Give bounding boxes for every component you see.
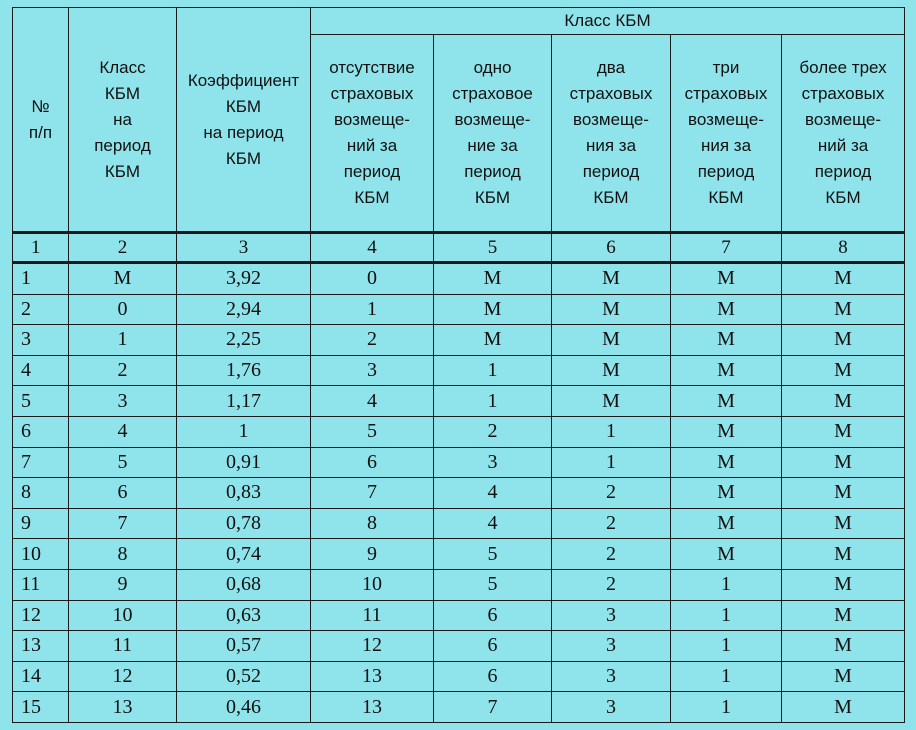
class-kbm-cell: 3 <box>69 386 177 417</box>
three-claims-cell: М <box>671 294 782 325</box>
three-claims-cell: 1 <box>671 600 782 631</box>
three-claims-cell: М <box>671 416 782 447</box>
table-row <box>13 661 905 692</box>
more-claims-cell: М <box>782 416 905 447</box>
header-text-line: ние за <box>467 136 518 155</box>
more-claims-cell: М <box>782 294 905 325</box>
header-text-line: Коэффициент <box>187 70 300 90</box>
column-number: 5 <box>434 233 552 263</box>
one-claim-cell: М <box>434 263 552 295</box>
no-claims-cell: 7 <box>311 478 434 509</box>
table-row <box>13 631 905 662</box>
class-kbm-cell: 0 <box>69 294 177 325</box>
more-claims-cell: М <box>782 508 905 539</box>
three-claims-cell: М <box>671 325 782 356</box>
coefficient-cell: 0,74 <box>177 539 311 570</box>
coefficient-cell: 0,78 <box>177 508 311 539</box>
header-text-line: ния за <box>700 136 752 155</box>
coefficient-cell: 3,92 <box>177 263 311 295</box>
one-claim-cell: М <box>434 325 552 356</box>
kbm-table-container <box>12 7 905 723</box>
class-kbm-cell: М <box>69 263 177 295</box>
table-row <box>13 600 905 631</box>
coefficient-cell: 1,17 <box>177 386 311 417</box>
row-number-cell: 8 <box>13 478 69 509</box>
one-claim-cell: 3 <box>434 447 552 478</box>
table-row <box>13 508 905 539</box>
two-claims-cell: 2 <box>552 569 671 600</box>
two-claims-cell: 3 <box>552 631 671 662</box>
no-claims-cell: 8 <box>311 508 434 539</box>
header-one-claim <box>434 35 552 233</box>
class-kbm-cell: 9 <box>69 569 177 600</box>
header-text-line: период <box>814 162 872 181</box>
header-more-than-three-claims <box>782 35 905 233</box>
header-text-line: КБМ <box>593 188 629 207</box>
three-claims-cell: М <box>671 447 782 478</box>
one-claim-cell: 4 <box>434 508 552 539</box>
header-text-line: КБМ <box>104 83 141 103</box>
table-row <box>13 447 905 478</box>
coefficient-cell: 0,52 <box>177 661 311 692</box>
kbm-table <box>12 7 905 723</box>
three-claims-cell: 1 <box>671 661 782 692</box>
more-claims-cell: М <box>782 600 905 631</box>
row-number-cell: 13 <box>13 631 69 662</box>
three-claims-cell: 1 <box>671 569 782 600</box>
class-kbm-cell: 6 <box>69 478 177 509</box>
header-text-line: период <box>697 162 755 181</box>
coefficient-cell: 0,83 <box>177 478 311 509</box>
one-claim-cell: 6 <box>434 631 552 662</box>
table-row <box>13 294 905 325</box>
one-claim-cell: 1 <box>434 355 552 386</box>
coefficient-cell: 0,57 <box>177 631 311 662</box>
table-row <box>13 569 905 600</box>
no-claims-cell: 13 <box>311 661 434 692</box>
one-claim-cell: М <box>434 294 552 325</box>
more-claims-cell: М <box>782 539 905 570</box>
table-row <box>13 478 905 509</box>
header-text-line: страховых <box>801 84 885 103</box>
header-text-line: возмеще- <box>688 110 764 129</box>
two-claims-cell: М <box>552 355 671 386</box>
row-number-cell: 7 <box>13 447 69 478</box>
class-kbm-cell: 12 <box>69 661 177 692</box>
one-claim-cell: 6 <box>434 661 552 692</box>
table-row <box>13 355 905 386</box>
no-claims-cell: 12 <box>311 631 434 662</box>
row-number-cell: 4 <box>13 355 69 386</box>
header-text-line: КБМ <box>825 188 861 207</box>
header-text-line: ний за <box>817 136 869 155</box>
header-text-line: ний за <box>346 136 398 155</box>
class-kbm-cell: 5 <box>69 447 177 478</box>
more-claims-cell: М <box>782 447 905 478</box>
header-text-line: три <box>712 58 740 77</box>
table-row <box>13 416 905 447</box>
coefficient-cell: 0,46 <box>177 692 311 723</box>
header-row-number <box>13 8 69 233</box>
no-claims-cell: 4 <box>311 386 434 417</box>
header-text-line: два <box>596 58 626 77</box>
row-number-cell: 10 <box>13 539 69 570</box>
coefficient-cell: 0,63 <box>177 600 311 631</box>
header-text-line: одно <box>473 58 512 77</box>
no-claims-cell: 1 <box>311 294 434 325</box>
header-text-line: п/п <box>28 122 53 142</box>
header-text-line: ния за <box>585 136 637 155</box>
no-claims-cell: 11 <box>311 600 434 631</box>
row-number-cell: 12 <box>13 600 69 631</box>
coefficient-cell: 0,91 <box>177 447 311 478</box>
class-kbm-cell: 13 <box>69 692 177 723</box>
no-claims-cell: 5 <box>311 416 434 447</box>
table-body <box>13 263 905 723</box>
column-number: 1 <box>13 233 69 263</box>
two-claims-cell: М <box>552 294 671 325</box>
header-text-line: возмеще- <box>454 110 531 129</box>
no-claims-cell: 2 <box>311 325 434 356</box>
row-number-cell: 15 <box>13 692 69 723</box>
one-claim-cell: 6 <box>434 600 552 631</box>
coefficient-cell: 1 <box>177 416 311 447</box>
one-claim-cell: 5 <box>434 539 552 570</box>
column-number: 2 <box>69 233 177 263</box>
header-text-line: КБМ <box>474 188 511 207</box>
header-text-line: на период <box>203 122 284 142</box>
header-text-line: страховых <box>684 84 768 103</box>
three-claims-cell: М <box>671 355 782 386</box>
header-three-claims <box>671 35 782 233</box>
header-text-line: период <box>94 135 151 155</box>
header-text-line: на <box>113 109 132 129</box>
two-claims-cell: М <box>552 386 671 417</box>
column-number: 4 <box>311 233 434 263</box>
header-text-line: период <box>464 162 521 181</box>
class-kbm-cell: 10 <box>69 600 177 631</box>
column-number: 6 <box>552 233 671 263</box>
more-claims-cell: М <box>782 661 905 692</box>
header-text-line: КБМ <box>225 148 262 168</box>
header-text-line: отсутствие <box>329 58 415 77</box>
one-claim-cell: 2 <box>434 416 552 447</box>
table-row <box>13 263 905 295</box>
one-claim-cell: 1 <box>434 386 552 417</box>
column-number: 7 <box>671 233 782 263</box>
class-kbm-cell: 1 <box>69 325 177 356</box>
header-coefficient-kbm <box>177 8 311 233</box>
no-claims-cell: 13 <box>311 692 434 723</box>
more-claims-cell: М <box>782 386 905 417</box>
table-row <box>13 386 905 417</box>
one-claim-cell: 5 <box>434 569 552 600</box>
more-claims-cell: М <box>782 631 905 662</box>
header-text-line: возмеще- <box>573 110 649 129</box>
three-claims-cell: М <box>671 386 782 417</box>
class-kbm-cell: 2 <box>69 355 177 386</box>
class-kbm-cell: 4 <box>69 416 177 447</box>
two-claims-cell: 2 <box>552 478 671 509</box>
header-text-line: период <box>582 162 640 181</box>
header-text-line: более трех <box>799 58 887 77</box>
class-kbm-cell: 7 <box>69 508 177 539</box>
header-text-line: период <box>343 162 401 181</box>
two-claims-cell: М <box>552 325 671 356</box>
row-number-cell: 3 <box>13 325 69 356</box>
header-text-line: № <box>31 96 50 116</box>
header-text-line: возмеще- <box>805 110 881 129</box>
header-text-line: КБМ <box>225 96 262 116</box>
coefficient-cell: 0,68 <box>177 569 311 600</box>
header-text-line: страховых <box>330 84 414 103</box>
two-claims-cell: 3 <box>552 600 671 631</box>
more-claims-cell: М <box>782 325 905 356</box>
coefficient-cell: 1,76 <box>177 355 311 386</box>
two-claims-cell: 1 <box>552 416 671 447</box>
header-text-line: КБМ <box>354 188 390 207</box>
three-claims-cell: 1 <box>671 692 782 723</box>
no-claims-cell: 0 <box>311 263 434 295</box>
header-text-line: страховых <box>569 84 653 103</box>
more-claims-cell: М <box>782 692 905 723</box>
table-row <box>13 325 905 356</box>
row-number-cell: 2 <box>13 294 69 325</box>
header-text-line: КБМ <box>708 188 744 207</box>
column-number: 3 <box>177 233 311 263</box>
two-claims-cell: 3 <box>552 661 671 692</box>
column-number: 8 <box>782 233 905 263</box>
header-two-claims <box>552 35 671 233</box>
three-claims-cell: 1 <box>671 631 782 662</box>
two-claims-cell: 2 <box>552 539 671 570</box>
header-text-line: Класс <box>99 57 146 77</box>
no-claims-cell: 6 <box>311 447 434 478</box>
header-text-line: возмеще- <box>334 110 410 129</box>
row-number-cell: 11 <box>13 569 69 600</box>
table-row <box>13 539 905 570</box>
two-claims-cell: 3 <box>552 692 671 723</box>
header-no-claims <box>311 35 434 233</box>
row-number-cell: 6 <box>13 416 69 447</box>
header-group-class-kbm: Класс КБМ <box>311 8 905 35</box>
one-claim-cell: 7 <box>434 692 552 723</box>
coefficient-cell: 2,94 <box>177 294 311 325</box>
more-claims-cell: М <box>782 355 905 386</box>
class-kbm-cell: 8 <box>69 539 177 570</box>
more-claims-cell: М <box>782 263 905 295</box>
more-claims-cell: М <box>782 478 905 509</box>
three-claims-cell: М <box>671 478 782 509</box>
one-claim-cell: 4 <box>434 478 552 509</box>
no-claims-cell: 9 <box>311 539 434 570</box>
two-claims-cell: 2 <box>552 508 671 539</box>
two-claims-cell: М <box>552 263 671 295</box>
row-number-cell: 14 <box>13 661 69 692</box>
three-claims-cell: М <box>671 539 782 570</box>
no-claims-cell: 3 <box>311 355 434 386</box>
two-claims-cell: 1 <box>552 447 671 478</box>
header-text-line: КБМ <box>104 161 141 181</box>
three-claims-cell: М <box>671 263 782 295</box>
header-class-kbm <box>69 8 177 233</box>
table-row <box>13 692 905 723</box>
header-text-line: страховое <box>452 84 533 103</box>
class-kbm-cell: 11 <box>69 631 177 662</box>
column-number-row <box>13 233 905 263</box>
coefficient-cell: 2,25 <box>177 325 311 356</box>
row-number-cell: 1 <box>13 263 69 295</box>
three-claims-cell: М <box>671 508 782 539</box>
row-number-cell: 9 <box>13 508 69 539</box>
no-claims-cell: 10 <box>311 569 434 600</box>
row-number-cell: 5 <box>13 386 69 417</box>
more-claims-cell: М <box>782 569 905 600</box>
